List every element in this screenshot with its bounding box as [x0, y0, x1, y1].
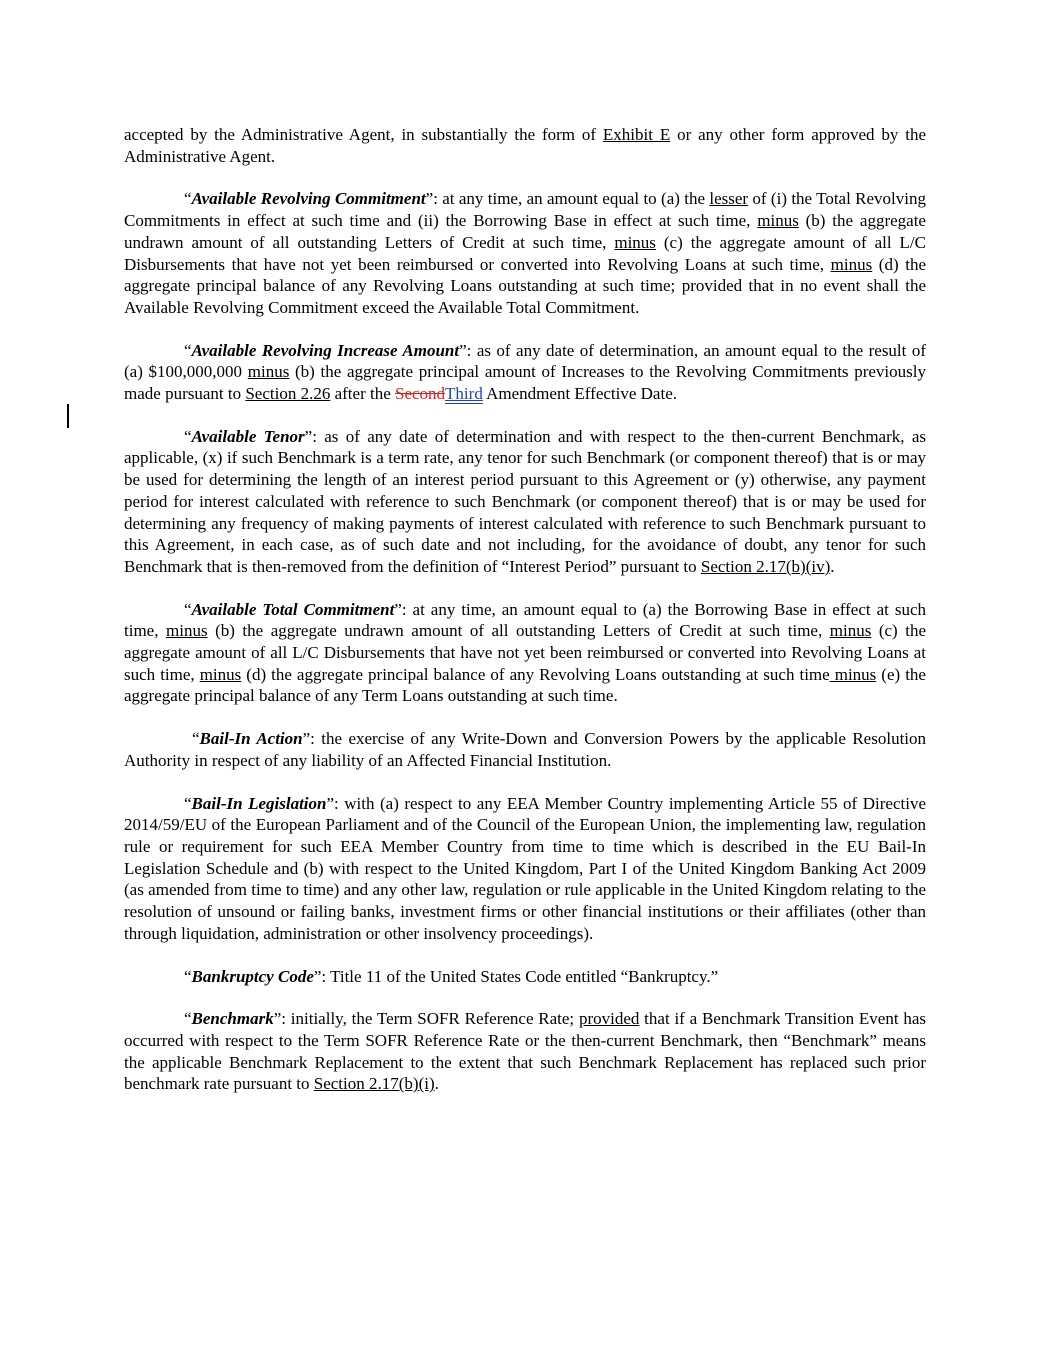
paragraph-continuation: accepted by the Administrative Agent, in substantially the form of Exhibit E or any other form approved by the Administrative Agent. [124, 125, 926, 166]
defined-term: Available Tenor [191, 426, 305, 446]
definition-bankruptcy-code: “Bankruptcy Code”: Title 11 of the United States Code entitled “Bankruptcy.” [184, 966, 719, 986]
revision-change-bar [67, 404, 69, 428]
section-2-26-reference[interactable]: Section 2.26 [245, 384, 331, 404]
definition-available-revolving-increase-amount: “Available Revolving Increase Amount”: as of any date of determination, an amount equal to the result of (a) $100,000,000 minus (b) the aggregate principal amount of Increases to the Revolving Commitments previously made pursuant to Section 2.26 after the SecondThird Amendment Effective Date. [124, 340, 926, 404]
document-page [124, 124, 926, 1116]
inserted-text: Third [445, 384, 483, 404]
definition-bail-in-action: “Bail-In Action”: the exercise of any Write-Down and Conversion Powers by the applicable Resolution Authority in respect of any liability of an Affected Financial Institution. [124, 729, 927, 770]
definition-available-total-commitment: “Available Total Commitment”: at any time, an amount equal to (a) the Borrowing Base in effect at such time, minus (b) the aggregate undrawn amount of all outstanding Letters of Credit at such time, minus (c) the aggregate amount of all L/C Disbursements that have not yet been reimbursed or converted into Revolving Loans at such time, minus (d) the aggregate principal balance of any Revolving Loans outstanding at such time minus (e) the aggregate principal balance of any Term Loans outstanding at such time. [124, 599, 926, 706]
deleted-text: Second [395, 384, 446, 404]
defined-term: Available Revolving Commitment [191, 189, 426, 209]
section-2-17-b-iv-reference[interactable]: Section 2.17(b)(iv) [700, 556, 831, 576]
exhibit-e-reference[interactable]: Exhibit E [602, 125, 671, 144]
defined-term: Bail-In Action [199, 729, 303, 749]
definition-bail-in-legislation: “Bail-In Legislation”: with (a) respect to any EEA Member Country implementing Article 55 of Directive 2014/59/EU of the European Parliament and of the Council of the European Union, the implementing law, regulation rule or requirement for such EEA Member Country from time to time which is described in the EU Bail-In Legislation Schedule and (b) with respect to the United Kingdom, Part I of the United Kingdom Banking Act 2009 (as amended from time to time) and any other law, regulation or rule applicable in the United Kingdom relating to the resolution of unsound or failing banks, investment firms or other financial institutions or their affiliates (other than through liquidation, administration or other insolvency proceedings). [124, 793, 926, 943]
defined-term: Available Total Commitment [191, 599, 395, 619]
defined-term: Bail-In Legislation [191, 793, 327, 813]
section-2-17-b-i-reference[interactable]: Section 2.17(b)(i) [313, 1074, 435, 1094]
defined-term: Benchmark [191, 1009, 274, 1029]
defined-term: Available Revolving Increase Amount [191, 340, 460, 360]
definition-available-revolving-commitment: “Available Revolving Commitment”: at any time, an amount equal to (a) the lesser of (i) the Total Revolving Commitments in effect at such time and (ii) the Borrowing Base in effect at such time, minus (b) the aggregate undrawn amount of all outstanding Letters of Credit at such time, minus (c) the aggregate amount of all L/C Disbursements that have not yet been reimbursed or converted into Revolving Loans at such time, minus (d) the aggregate principal balance of any Revolving Loans outstanding at such time; provided that in no event shall the Available Revolving Commitment exceed the Available Total Commitment. [124, 189, 926, 317]
definition-available-tenor: “Available Tenor”: as of any date of determination and with respect to the then-current Benchmark, as applicable, (x) if such Benchmark is a term rate, any tenor for such Benchmark (or component thereof) that is or may be used for determining the length of an interest period pursuant to this Agreement or (y) otherwise, any payment period for interest calculated with reference to such Benchmark (or component thereof) that is or may be used for determining any frequency of making payments of interest calculated with reference to such Benchmark pursuant to this Agreement, in each case, as of such date and not including, for the avoidance of doubt, any tenor for such Benchmark that is then-removed from the definition of “Interest Period” pursuant to Section 2.17(b)(iv). [124, 426, 926, 576]
definition-benchmark: “Benchmark”: initially, the Term SOFR Reference Rate; provided that if a Benchmark Transition Event has occurred with respect to the Term SOFR Reference Rate or the then-current Benchmark, then “Benchmark” means the applicable Benchmark Replacement to the extent that such Benchmark Replacement has replaced such prior benchmark rate pursuant to Section 2.17(b)(i). [124, 1009, 926, 1094]
defined-term: Bankruptcy Code [191, 966, 314, 986]
